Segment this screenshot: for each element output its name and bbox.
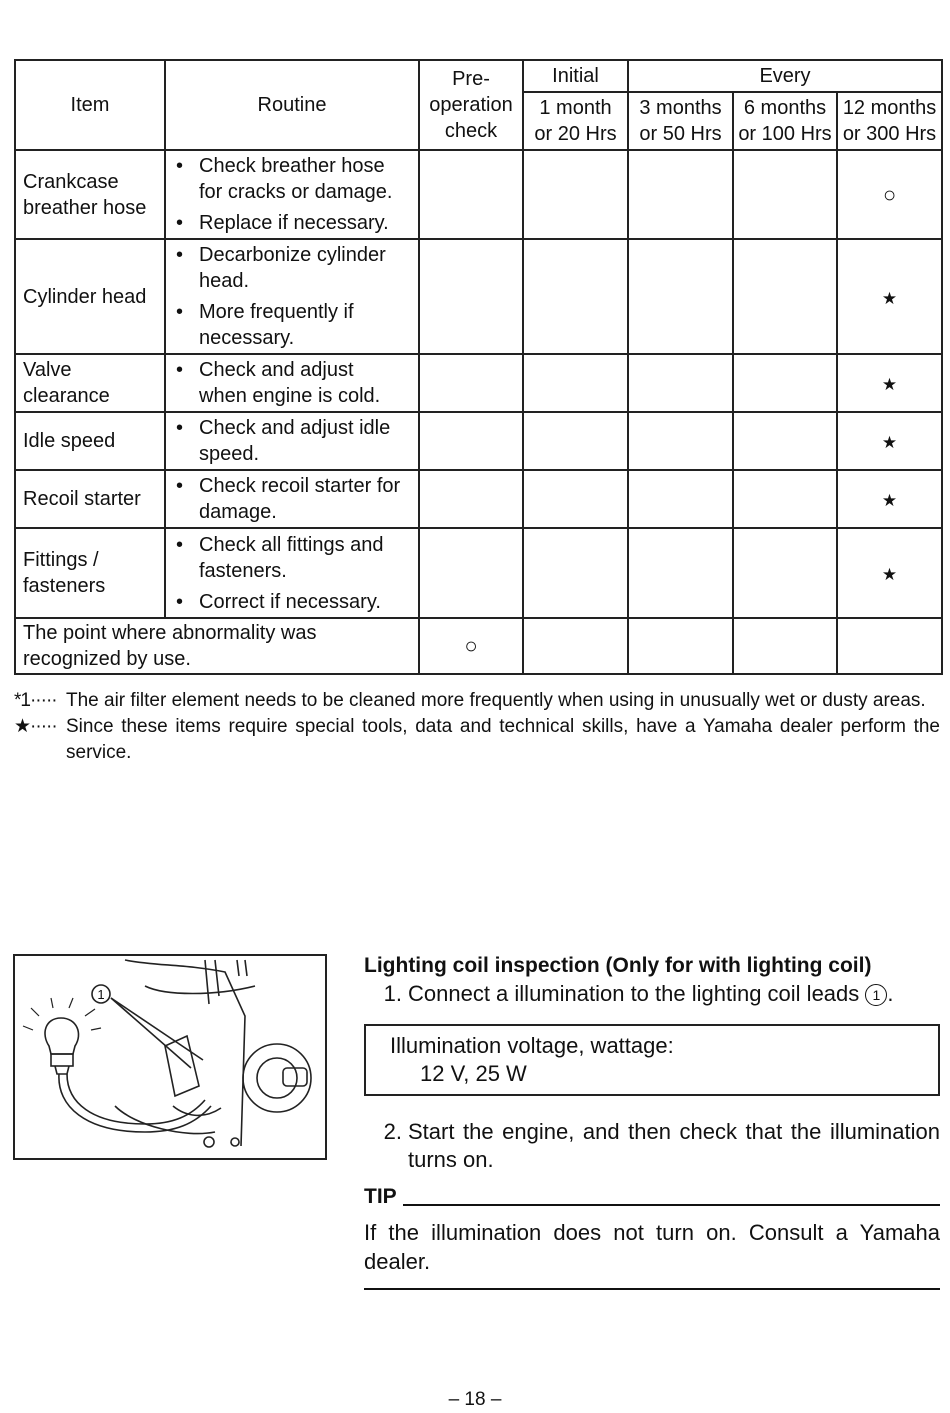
table-row <box>15 354 942 412</box>
schedule-mark-cell <box>419 412 523 470</box>
footnote-dealer-service <box>14 714 940 766</box>
routine-text: Check breather hose for cracks or damage. <box>199 155 393 203</box>
footnote-air-filter <box>14 688 940 714</box>
callout-leader <box>111 998 203 1068</box>
schedule-mark-cell <box>733 528 837 618</box>
step-1 <box>364 980 940 1008</box>
spec-value: 12 V, 25 W <box>420 1061 527 1086</box>
routine-text: Check recoil starter for damage. <box>199 475 401 523</box>
table-row <box>15 470 942 528</box>
dealer-service-mark: ★ <box>881 288 898 308</box>
routine-step <box>176 153 414 205</box>
bullet: • <box>176 212 184 234</box>
bullet: • <box>176 244 184 266</box>
schedule-mark-cell <box>837 528 942 618</box>
schedule-mark-cell <box>628 528 733 618</box>
table-row <box>15 412 942 470</box>
schedule-mark-cell <box>523 470 628 528</box>
routine-step <box>176 299 414 351</box>
footnote-text: The air filter element needs to be cleaned more frequently when using in unusually wet or dusty areas. <box>66 690 926 711</box>
schedule-mark-cell <box>628 412 733 470</box>
item-cell: Fittings / fasteners <box>15 528 165 618</box>
item-cell: Idle speed <box>15 412 165 470</box>
bulb-rays <box>23 998 101 1030</box>
footnote-text: Since these items require special tools, data and technical skills, have a Yamaha dealer perform the service. <box>66 716 940 763</box>
bullet: • <box>176 590 184 613</box>
schedule-mark-cell <box>419 150 523 239</box>
inspect-mark: ○ <box>464 633 478 658</box>
section-title: Lighting coil inspection (Only for with lighting coil) <box>364 954 872 977</box>
schedule-mark-cell <box>837 150 942 239</box>
schedule-mark-cell <box>419 528 523 618</box>
tip-label: TIP <box>364 1185 397 1208</box>
lighting-coil-illustration <box>13 954 327 1160</box>
table-row <box>15 150 942 239</box>
header-interval-4: 12 months or 300 Hrs <box>837 92 942 150</box>
schedule-mark-cell <box>419 239 523 354</box>
callout-marker: 1 <box>865 984 887 1006</box>
routine-cell <box>165 150 419 239</box>
schedule-mark-cell <box>733 150 837 239</box>
table-body <box>15 150 942 674</box>
schedule-mark-cell <box>628 470 733 528</box>
schedule-mark-cell <box>419 618 523 674</box>
schedule-mark-cell <box>628 354 733 412</box>
bullet: • <box>176 155 184 177</box>
page-number: – 18 – <box>448 1389 502 1410</box>
routine-step <box>176 210 414 236</box>
spec-label: Illumination voltage, wattage: <box>390 1033 674 1058</box>
schedule-mark-cell <box>523 150 628 239</box>
header-interval-2: 3 months or 50 Hrs <box>628 92 733 150</box>
routine-step <box>176 357 414 409</box>
routine-text: Check all fittings and fasteners. <box>199 533 384 582</box>
schedule-mark-cell <box>523 239 628 354</box>
bullet: • <box>176 533 184 556</box>
engine-bulb-drawing <box>15 956 325 1158</box>
header-initial: Initial <box>523 60 628 92</box>
tip-text: If the illumination does not turn on. Consult a Yamaha dealer. <box>364 1220 940 1274</box>
routine-step <box>176 589 414 615</box>
schedule-mark-cell <box>837 618 942 674</box>
routine-text: Correct if necessary. <box>199 590 381 613</box>
header-interval-1: 1 month or 20 Hrs <box>523 92 628 150</box>
lead-wire <box>59 1074 211 1132</box>
step-2 <box>364 1118 940 1174</box>
item-cell: Valve clearance <box>15 354 165 412</box>
schedule-mark-cell <box>523 354 628 412</box>
schedule-mark-cell <box>628 618 733 674</box>
schedule-mark-cell <box>733 239 837 354</box>
routine-cell <box>165 239 419 354</box>
tip-rule <box>403 1204 940 1206</box>
header-pre-operation: Pre- operation check <box>419 60 523 150</box>
routine-step <box>176 473 414 525</box>
header-interval-3: 6 months or 100 Hrs <box>733 92 837 150</box>
lighting-coil-section <box>364 952 940 1290</box>
schedule-mark-cell <box>837 412 942 470</box>
dealer-service-mark: ★ <box>881 565 898 584</box>
schedule-mark-cell <box>837 470 942 528</box>
routine-cell <box>165 528 419 618</box>
maintenance-table <box>14 59 943 675</box>
step-number: 2. <box>383 1119 402 1144</box>
schedule-mark-cell <box>733 354 837 412</box>
routine-text: Check and adjust idle speed. <box>199 417 391 465</box>
dealer-service-mark: ★ <box>881 375 898 394</box>
table-row <box>15 239 942 354</box>
schedule-mark-cell <box>523 412 628 470</box>
tip-end-rule <box>364 1288 940 1290</box>
tip-header <box>364 1184 940 1210</box>
routine-step <box>176 415 414 467</box>
routine-text: Check and adjust when engine is cold. <box>199 359 381 407</box>
schedule-mark-cell <box>628 150 733 239</box>
dealer-service-mark: ★ <box>881 491 898 510</box>
header-every: Every <box>628 60 942 92</box>
spec-box <box>364 1024 940 1096</box>
bullet: • <box>176 359 184 381</box>
routine-text: Decarbonize cylinder head. <box>199 244 386 292</box>
callout-number: 1 <box>97 987 105 1002</box>
schedule-mark-cell <box>419 354 523 412</box>
table-row <box>15 528 942 618</box>
step-1-body: Connect a illumination to the lighting coil leads <box>408 981 860 1006</box>
dealer-service-mark: ★ <box>881 433 898 452</box>
schedule-mark-cell <box>733 412 837 470</box>
footnote-marker: ★····· <box>14 716 57 737</box>
header-item: Item <box>15 60 165 150</box>
step-text: Start the engine, and then check that the illumination turns on. <box>408 1119 940 1172</box>
routine-cell <box>165 354 419 412</box>
footnote-marker: *1····· <box>14 690 57 711</box>
item-cell: Crankcase breather hose <box>15 150 165 239</box>
schedule-mark-cell <box>837 354 942 412</box>
schedule-mark-cell <box>523 618 628 674</box>
schedule-mark-cell <box>628 239 733 354</box>
bullet: • <box>176 417 184 439</box>
schedule-mark-cell <box>837 239 942 354</box>
routine-step <box>176 532 414 584</box>
bullet: • <box>176 301 184 323</box>
routine-cell <box>165 412 419 470</box>
routine-text: More frequently if necessary. <box>199 301 354 349</box>
schedule-mark-cell <box>733 618 837 674</box>
bullet: • <box>176 475 184 497</box>
schedule-mark-cell <box>523 528 628 618</box>
schedule-mark-cell <box>733 470 837 528</box>
routine-step <box>176 242 414 294</box>
item-cell: Cylinder head <box>15 239 165 354</box>
abnormality-text: The point where abnormality was recognized by use. <box>15 618 419 674</box>
header-routine: Routine <box>165 60 419 150</box>
routine-cell <box>165 470 419 528</box>
step-1-end: . <box>887 981 894 1006</box>
step-number: 1. <box>383 981 402 1006</box>
step-text <box>408 980 940 1008</box>
bulb-icon <box>45 1018 79 1074</box>
engine-outline <box>115 960 311 1147</box>
item-cell: Recoil starter <box>15 470 165 528</box>
footnotes <box>14 688 940 766</box>
schedule-mark-cell <box>419 470 523 528</box>
table-row-abnormality <box>15 618 942 674</box>
inspect-mark: ○ <box>882 181 897 207</box>
routine-text: Replace if necessary. <box>199 212 389 234</box>
